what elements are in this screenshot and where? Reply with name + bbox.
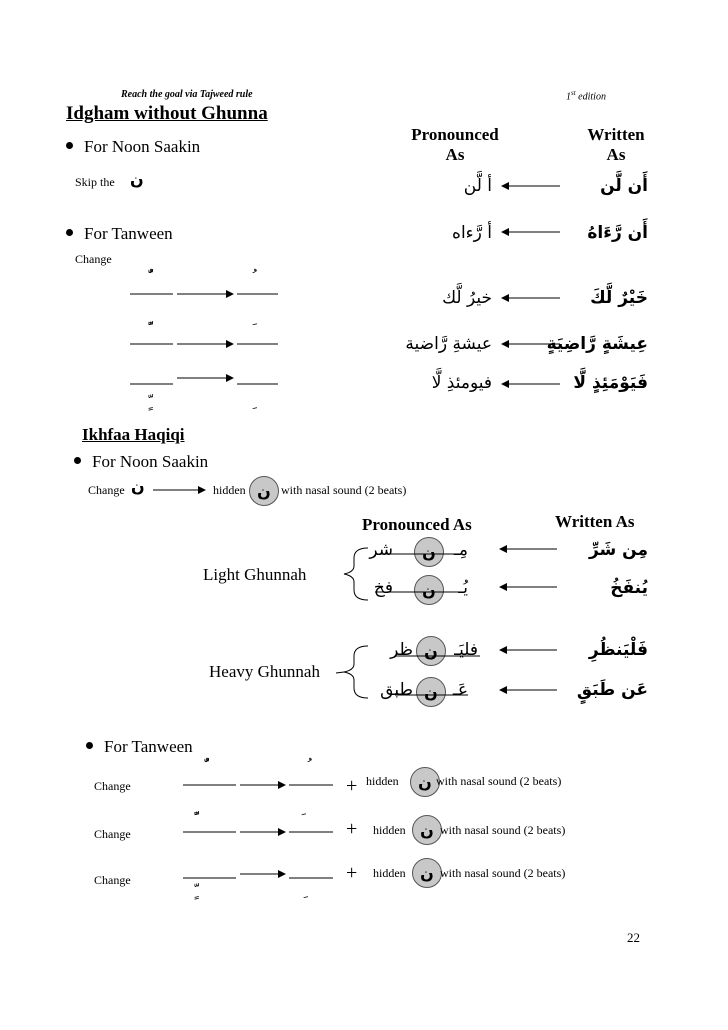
ikhfaa-pron-1-right: مِـ — [453, 540, 468, 560]
hidden-noon-circle: ن — [410, 767, 440, 797]
light-ghunnah-label: Light Ghunnah — [203, 565, 307, 584]
nasal-label: with nasal sound (2 beats) — [436, 774, 562, 788]
change-label: Change — [94, 827, 131, 841]
ikhfaa-written-4: عَن طَبَقٍ — [576, 680, 648, 700]
bullet-text: For Tanween — [104, 737, 193, 756]
hidden-label: hidden — [373, 823, 406, 837]
col-pronounced-line1: Pronounced — [411, 125, 499, 144]
ikhfaa-pron-3-left: ظر — [390, 640, 413, 660]
ikhfaa-written-2: يُنفَخُ — [610, 578, 648, 598]
bullet-text: For Noon Saakin — [92, 452, 209, 471]
idgham-pron-1: أ لَّن — [463, 176, 492, 196]
hidden-noon-circle: ن — [414, 575, 444, 605]
edition-text: edition — [578, 91, 606, 103]
edition-superscript: st — [571, 89, 576, 97]
plus-sign: + — [346, 862, 358, 884]
hidden-label: hidden — [366, 774, 399, 788]
nasal-label: with nasal sound (2 beats) — [440, 823, 566, 837]
nasal-label: with nasal sound (2 beats) — [440, 866, 566, 880]
idgham-pron-3: خيرُ لَّك — [442, 288, 492, 308]
bullet-text: For Tanween — [84, 224, 173, 243]
hidden-noon-circle: ن — [412, 815, 442, 845]
hidden-label: hidden — [213, 483, 246, 497]
ikhfaa-pron-2-left: فخ — [373, 578, 393, 598]
idgham-title: Idgham without Ghunna — [66, 103, 268, 124]
ikhfaa-pron-4-right: عَـ — [452, 680, 468, 700]
col-written-line1: Written — [587, 125, 645, 144]
change-label: Change — [94, 873, 131, 887]
idgham-pron-5: فيومئذِ لَّا — [431, 373, 492, 393]
col-written-as: Written As — [555, 512, 635, 531]
change-label: Change — [94, 779, 131, 793]
idgham-pron-4: عيشةِ رَّاضية — [405, 334, 492, 354]
hidden-noon-circle: ن — [416, 677, 446, 707]
idgham-written-2: أَن رَّءَاهُ — [587, 223, 648, 243]
ikhfaa-written-1: مِن شَرِّ — [588, 540, 648, 560]
idgham-written-3: خَيْرٌ لَّكَ — [590, 288, 648, 308]
page-number: 22 — [627, 930, 640, 945]
hidden-noon-circle: ن — [249, 476, 279, 506]
col-pronounced-as: Pronounced As — [362, 515, 472, 534]
nasal-label: with nasal sound (2 beats) — [281, 483, 407, 497]
ikhfaa-pron-2-right: يُـ — [458, 578, 468, 598]
change-label: Change — [75, 252, 112, 266]
idgham-written-4: عِيشَةٍ رَّاضِيَةٍ — [546, 334, 648, 354]
ikhfaa-written-3: فَلْيَنظُرِ — [588, 640, 648, 660]
hidden-noon-circle: ن — [416, 636, 446, 666]
noon-letter: ن — [130, 170, 144, 189]
plus-sign: + — [346, 818, 358, 840]
hidden-noon-circle: ن — [412, 858, 442, 888]
edition-number: 1 — [566, 91, 571, 103]
idgham-written-5: فَيَوْمَئِذٍ لَّا — [573, 373, 648, 393]
idgham-pron-2: أ رَّءاه — [452, 223, 492, 243]
skip-label: Skip the — [75, 175, 115, 189]
ikhfaa-title: Ikhfaa Haqiqi — [82, 425, 185, 444]
hidden-label: hidden — [373, 866, 406, 880]
ikhfaa-pron-4-left: طبق — [380, 680, 413, 700]
bullet-text: For Noon Saakin — [84, 137, 201, 156]
col-pronounced-line2: As — [445, 145, 465, 164]
col-written-line2: As — [606, 145, 626, 164]
ikhfaa-pron-3-right: فليَـ — [454, 640, 478, 660]
running-header: Reach the goal via Tajweed rule — [121, 89, 253, 100]
change-label: Change — [88, 483, 125, 497]
plus-sign: + — [346, 775, 358, 797]
noon-letter: ن — [131, 477, 145, 496]
ikhfaa-pron-1-left: شر — [369, 540, 393, 560]
idgham-written-1: أَن لَّن — [600, 176, 648, 196]
hidden-noon-circle: ن — [414, 537, 444, 567]
heavy-ghunnah-label: Heavy Ghunnah — [209, 662, 320, 681]
